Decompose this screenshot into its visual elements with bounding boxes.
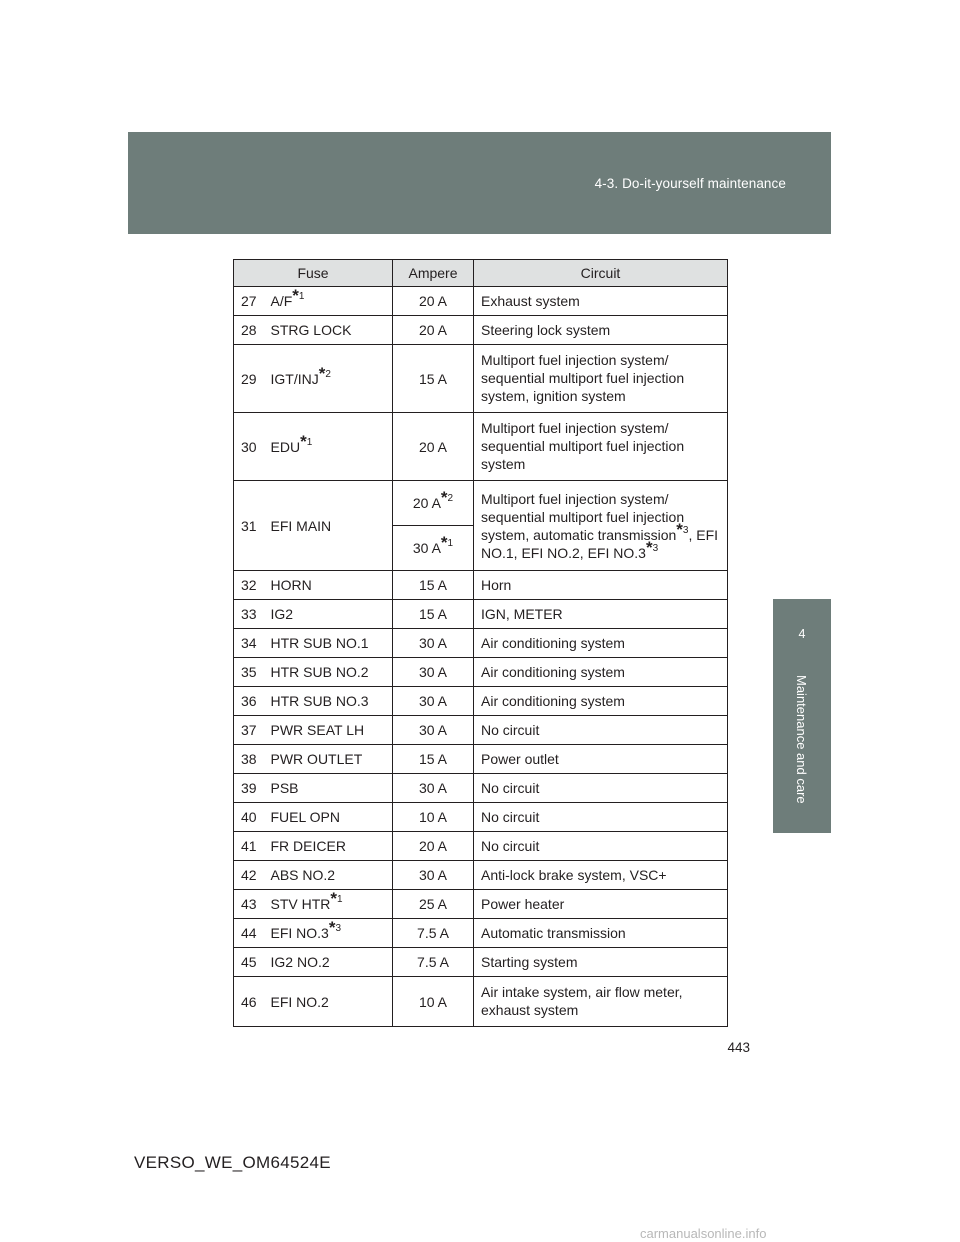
- fuse-name-cell: [266, 832, 393, 861]
- circuit-text: , EFI NO.1, EFI NO.2, EFI NO.3: [481, 526, 719, 561]
- table-row: [234, 345, 728, 413]
- fuse-name-cell: [266, 571, 393, 600]
- circuit-text: No circuit: [481, 809, 540, 825]
- circuit-text: Steering lock system: [481, 322, 611, 338]
- table-row: [234, 832, 728, 861]
- fuse-number: 38: [241, 751, 257, 767]
- fuse-number-cell: [234, 745, 266, 774]
- ampere-cell: [393, 919, 474, 948]
- fuse-name-cell: [266, 948, 393, 977]
- footnote-number: 3: [335, 923, 342, 934]
- ampere-value: 20 A: [418, 322, 448, 338]
- fuse-number: 41: [241, 838, 257, 854]
- circuit-text: Starting system: [481, 954, 578, 970]
- circuit-cell: [474, 658, 728, 687]
- footnote-number: 1: [298, 291, 305, 302]
- fuse-name: PWR OUTLET: [270, 751, 363, 767]
- ampere-value: 20 A: [418, 838, 448, 854]
- table-row: [234, 716, 728, 745]
- ampere-value: 30 A: [418, 693, 448, 709]
- fuse-number: 32: [241, 577, 257, 593]
- circuit-cell: [474, 861, 728, 890]
- circuit-text: No circuit: [481, 780, 540, 796]
- ampere-value: 30 A: [418, 664, 448, 680]
- circuit-text: Power outlet: [481, 751, 559, 767]
- fuse-number: 44: [241, 925, 257, 941]
- ampere-cell: [393, 600, 474, 629]
- chapter-title: Maintenance and care: [794, 675, 809, 804]
- circuit-text: Anti-lock brake system, VSC+: [481, 867, 667, 883]
- circuit-cell: [474, 687, 728, 716]
- circuit-cell: [474, 832, 728, 861]
- footnote-ref: [645, 537, 659, 561]
- circuit-cell: [474, 745, 728, 774]
- table-row: [234, 316, 728, 345]
- footnote-number: 2: [447, 493, 454, 504]
- fuse-name-cell: [266, 658, 393, 687]
- ampere-value: 15 A: [418, 370, 448, 387]
- fuse-number: 46: [241, 993, 257, 1010]
- circuit-text: No circuit: [481, 722, 540, 738]
- table-header-row: [234, 260, 728, 287]
- ampere-value: 7.5 A: [417, 954, 449, 970]
- fuse-name-cell: [266, 861, 393, 890]
- column-header-ampere: Ampere: [393, 260, 474, 287]
- table-row: [234, 600, 728, 629]
- circuit-text: Power heater: [481, 896, 565, 912]
- ampere-cell: [393, 977, 474, 1027]
- footnote-ref: [328, 918, 342, 941]
- footnote-number: 1: [306, 436, 313, 448]
- watermark: carmanualsonline.info: [640, 1226, 767, 1241]
- ampere-cell: [393, 861, 474, 890]
- asterisk-mark: *: [292, 286, 299, 305]
- ampere-cell: [393, 571, 474, 600]
- fuse-number-cell: [234, 481, 266, 571]
- fuse-name: ABS NO.2: [270, 867, 336, 883]
- circuit-cell: [474, 345, 728, 413]
- fuse-name-cell: [266, 287, 393, 316]
- table-row: [234, 481, 728, 526]
- fuse-name: EFI NO.2: [270, 993, 329, 1010]
- table-row: [234, 861, 728, 890]
- circuit-text: Multiport fuel injection system/ sequential multiport fuel injection system, ignition system: [481, 352, 685, 404]
- table-row: [234, 774, 728, 803]
- circuit-cell: [474, 481, 728, 571]
- fuse-number-cell: [234, 919, 266, 948]
- footnote-number: 3: [652, 542, 659, 554]
- fuse-name-cell: [266, 600, 393, 629]
- fuse-number-cell: [234, 600, 266, 629]
- ampere-cell: [393, 832, 474, 861]
- fuse-name: FUEL OPN: [270, 809, 340, 825]
- fuse-name-cell: [266, 481, 393, 571]
- table-row: [234, 919, 728, 948]
- ampere-value: 15 A: [418, 577, 448, 593]
- circuit-text: Air conditioning system: [481, 693, 625, 709]
- circuit-cell: [474, 629, 728, 658]
- fuse-name-cell: [266, 745, 393, 774]
- table-row: [234, 287, 728, 316]
- ampere-cell: [393, 774, 474, 803]
- circuit-cell: [474, 803, 728, 832]
- fuse-name: EFI NO.3: [270, 925, 329, 941]
- asterisk-mark: *: [318, 363, 326, 383]
- ampere-cell: [393, 345, 474, 413]
- fuse-name-cell: [266, 629, 393, 658]
- circuit-cell: [474, 716, 728, 745]
- fuse-number-cell: [234, 287, 266, 316]
- table-row: [234, 745, 728, 774]
- ampere-cell: [393, 716, 474, 745]
- fuse-name-cell: [266, 803, 393, 832]
- circuit-cell: [474, 287, 728, 316]
- fuse-name: HTR SUB NO.3: [270, 693, 369, 709]
- circuit-text: Multiport fuel injection system/ sequential multiport fuel injection system, automatic transmission: [481, 490, 685, 543]
- table-row: [234, 658, 728, 687]
- circuit-text: Horn: [481, 577, 512, 593]
- fuse-number-cell: [234, 803, 266, 832]
- ampere-cell: [393, 287, 474, 316]
- ampere-cell: [393, 687, 474, 716]
- ampere-cell: [393, 413, 474, 481]
- fuse-number-cell: [234, 774, 266, 803]
- ampere-value: 20 A: [418, 438, 448, 455]
- ampere-value: 25 A: [418, 896, 448, 912]
- footnote-number: 3: [682, 524, 689, 536]
- fuse-name-cell: [266, 413, 393, 481]
- fuse-number: 28: [241, 322, 257, 338]
- footnote-number: 1: [337, 894, 343, 905]
- ampere-cell: [393, 658, 474, 687]
- fuse-name: EDU: [270, 438, 301, 455]
- table-row: [234, 571, 728, 600]
- fuse-table: [233, 259, 728, 1027]
- table-row: [234, 687, 728, 716]
- circuit-cell: [474, 774, 728, 803]
- fuse-number: 31: [241, 517, 257, 534]
- ampere-value: 30 A: [418, 780, 448, 796]
- ampere-value: 30 A: [412, 540, 441, 556]
- section-title: 4-3. Do-it-yourself maintenance: [594, 176, 786, 191]
- circuit-cell: [474, 316, 728, 345]
- circuit-text: Air intake system, air flow meter, exhaust system: [481, 984, 683, 1018]
- ampere-value: 30 A: [418, 722, 448, 738]
- fuse-number-cell: [234, 861, 266, 890]
- fuse-number: 39: [241, 780, 257, 796]
- fuse-name: HORN: [270, 577, 312, 593]
- fuse-name: PWR SEAT LH: [270, 722, 365, 738]
- fuse-number: 36: [241, 693, 257, 709]
- table-row: [234, 977, 728, 1027]
- document-code: VERSO_WE_OM64524E: [134, 1153, 331, 1172]
- asterisk-mark: *: [645, 537, 653, 557]
- fuse-name-cell: [266, 890, 393, 919]
- circuit-text: IGN, METER: [481, 606, 563, 622]
- fuse-number: 40: [241, 809, 257, 825]
- circuit-cell: [474, 413, 728, 481]
- ampere-value: 10 A: [418, 809, 448, 825]
- fuse-number-cell: [234, 687, 266, 716]
- footnote-ref: [330, 889, 343, 912]
- circuit-cell: [474, 977, 728, 1027]
- circuit-text: Automatic transmission: [481, 925, 626, 941]
- ampere-value: 30 A: [418, 635, 448, 651]
- footnote-number: 2: [325, 368, 331, 380]
- fuse-number: 27: [241, 293, 257, 309]
- fuse-number: 43: [241, 896, 257, 912]
- fuse-name-cell: [266, 977, 393, 1027]
- fuse-name: HTR SUB NO.1: [270, 635, 369, 651]
- ampere-cell: [393, 481, 474, 526]
- asterisk-mark: *: [440, 533, 448, 552]
- fuse-name-cell: [266, 716, 393, 745]
- fuse-name-cell: [266, 774, 393, 803]
- fuse-number-cell: [234, 716, 266, 745]
- fuse-name: IG2 NO.2: [270, 954, 330, 970]
- ampere-value: 10 A: [418, 993, 448, 1010]
- fuse-number: 42: [241, 867, 257, 883]
- fuse-name: IGT/INJ: [270, 370, 319, 387]
- circuit-text: Air conditioning system: [481, 635, 625, 651]
- footnote-ref: [440, 488, 454, 511]
- ampere-cell: [393, 526, 474, 571]
- asterisk-mark: *: [440, 488, 448, 507]
- fuse-number: 30: [241, 438, 257, 455]
- footnote-ref: [292, 286, 305, 309]
- chapter-number: 4: [798, 627, 806, 641]
- circuit-cell: [474, 571, 728, 600]
- fuse-number: 37: [241, 722, 257, 738]
- fuse-name: IG2: [270, 606, 294, 622]
- fuse-number: 35: [241, 664, 257, 680]
- fuse-name: PSB: [270, 780, 299, 796]
- footnote-ref: [300, 431, 313, 455]
- circuit-text: Air conditioning system: [481, 664, 625, 680]
- fuse-number-cell: [234, 571, 266, 600]
- fuse-number-cell: [234, 890, 266, 919]
- ampere-value: 20 A: [412, 495, 441, 511]
- circuit-cell: [474, 600, 728, 629]
- fuse-number-cell: [234, 832, 266, 861]
- circuit-text: Exhaust system: [481, 293, 580, 309]
- fuse-number-cell: [234, 345, 266, 413]
- fuse-name: A/F: [270, 293, 293, 309]
- column-header-circuit: Circuit: [474, 260, 728, 287]
- ampere-value: 15 A: [418, 751, 448, 767]
- fuse-number-cell: [234, 413, 266, 481]
- fuse-name: STV HTR: [270, 896, 331, 912]
- ampere-cell: [393, 316, 474, 345]
- fuse-number: 45: [241, 954, 257, 970]
- circuit-text: No circuit: [481, 838, 540, 854]
- column-header-fuse: Fuse: [234, 260, 393, 287]
- footnote-number: 1: [447, 538, 454, 549]
- asterisk-mark: *: [330, 889, 338, 908]
- circuit-cell: [474, 948, 728, 977]
- fuse-name-cell: [266, 687, 393, 716]
- circuit-cell: [474, 919, 728, 948]
- fuse-number-cell: [234, 977, 266, 1027]
- ampere-cell: [393, 629, 474, 658]
- chapter-number-tab: [773, 599, 831, 665]
- fuse-number-cell: [234, 629, 266, 658]
- fuse-number: 34: [241, 635, 257, 651]
- fuse-name-cell: [266, 345, 393, 413]
- fuse-name-cell: [266, 919, 393, 948]
- ampere-cell: [393, 948, 474, 977]
- asterisk-mark: *: [328, 918, 336, 937]
- ampere-cell: [393, 745, 474, 774]
- fuse-name: EFI MAIN: [270, 517, 332, 534]
- fuse-number: 29: [241, 370, 257, 387]
- fuse-number-cell: [234, 948, 266, 977]
- asterisk-mark: *: [676, 519, 683, 539]
- fuse-number: 33: [241, 606, 257, 622]
- table-row: [234, 948, 728, 977]
- fuse-name: FR DEICER: [270, 838, 346, 854]
- ampere-value: 30 A: [418, 867, 448, 883]
- fuse-number-cell: [234, 658, 266, 687]
- ampere-value: 7.5 A: [417, 925, 449, 941]
- circuit-cell: [474, 890, 728, 919]
- table-row: [234, 890, 728, 919]
- footnote-ref: [676, 519, 689, 543]
- page-number: 443: [727, 1040, 750, 1055]
- fuse-name: HTR SUB NO.2: [270, 664, 369, 680]
- table-row: [234, 803, 728, 832]
- fuse-number-cell: [234, 316, 266, 345]
- ampere-cell: [393, 803, 474, 832]
- ampere-value: 15 A: [418, 606, 448, 622]
- fuse-name-cell: [266, 316, 393, 345]
- circuit-text: Multiport fuel injection system/ sequential multiport fuel injection system: [481, 420, 685, 472]
- ampere-cell: [393, 890, 474, 919]
- asterisk-mark: *: [300, 431, 307, 451]
- table-row: [234, 413, 728, 481]
- fuse-name: STRG LOCK: [270, 322, 352, 338]
- ampere-value: 20 A: [418, 293, 448, 309]
- footnote-ref: [318, 363, 331, 387]
- footnote-ref: [440, 533, 454, 556]
- table-row: [234, 629, 728, 658]
